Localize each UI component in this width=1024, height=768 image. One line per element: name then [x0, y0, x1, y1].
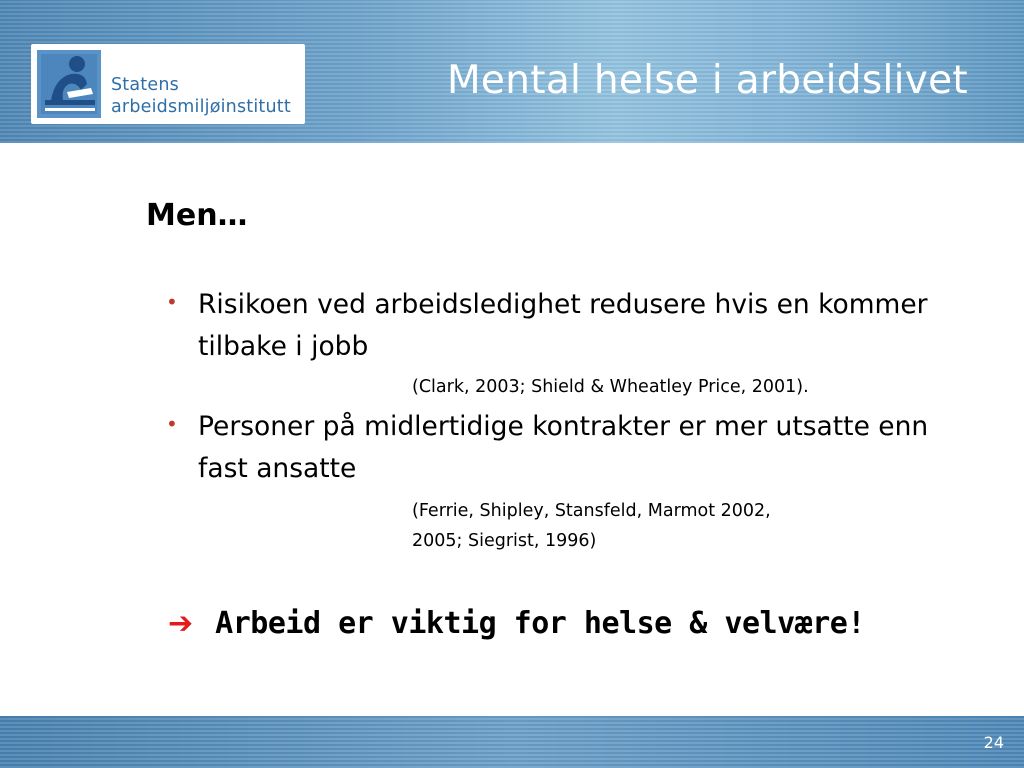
header-band: [0, 0, 1024, 143]
logo-line-2: arbeidsmiljøinstitutt: [111, 97, 291, 117]
page-number: 24: [983, 733, 1004, 752]
logo-line-1: Statens: [111, 75, 179, 95]
section-heading: Men…: [146, 198, 248, 233]
conclusion-text: Arbeid er viktig for helse & velvære!: [215, 606, 865, 641]
right-arrow-icon: ➔: [168, 606, 194, 641]
conclusion: [168, 606, 865, 641]
bullet-text: Risikoen ved arbeidsledighet redusere hvis en kommer tilbake i jobb: [198, 289, 928, 362]
bullet-dot-icon: •: [166, 412, 178, 436]
person-on-laptop-logo-icon: [37, 50, 101, 118]
slide-title: Mental helse i arbeidslivet: [446, 58, 968, 103]
citation: (Clark, 2003; Shield & Wheatley Price, 2001).: [412, 377, 809, 397]
logo-wordmark: [111, 74, 291, 118]
citation: (Ferrie, Shipley, Stansfeld, Marmot 2002,: [412, 501, 771, 521]
logo: [31, 44, 305, 124]
bullet-text: Personer på midlertidige kontrakter er mer utsatte enn fast ansatte: [198, 411, 929, 484]
footer-band: [0, 716, 1024, 768]
citation-continued: 2005; Siegrist, 1996): [412, 531, 597, 551]
bullet-dot-icon: •: [166, 290, 178, 314]
